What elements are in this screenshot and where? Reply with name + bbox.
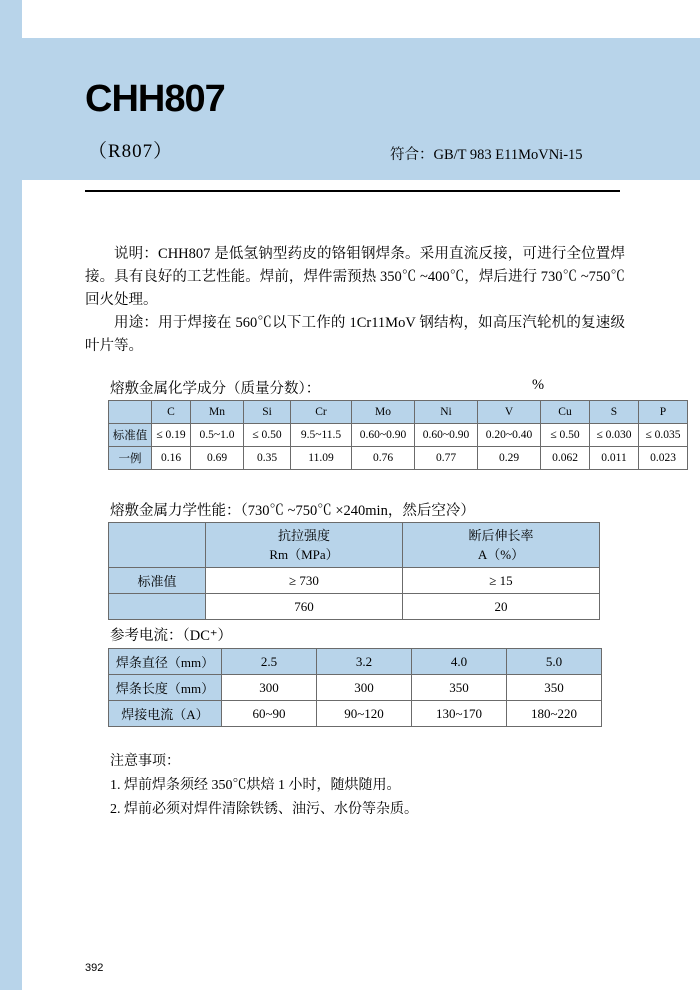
mech-header-elongation-line1: 断后伸长率 [468, 528, 534, 543]
product-code-subtitle: （R807） [88, 141, 174, 162]
table-header-row [109, 523, 600, 568]
chem-header-v: V [478, 401, 541, 424]
chem-row0-v: 0.20~0.40 [478, 424, 541, 447]
chem-row0-label: 标准值 [109, 424, 152, 447]
cur-row1-v2: 350 [412, 675, 507, 701]
mech-header-tensile [206, 523, 403, 568]
notes-item-2: 2. 焊前必须对焊件清除铁锈、油污、水份等杂质。 [110, 802, 418, 817]
mechanical-table [108, 522, 600, 620]
table-header-row [109, 401, 688, 424]
cur-row2-v1: 90~120 [317, 701, 412, 727]
chem-header-p: P [639, 401, 688, 424]
cur-row0-label: 焊条直径（mm） [109, 649, 222, 675]
chem-row0-mn: 0.5~1.0 [191, 424, 244, 447]
mech-row1-label [109, 594, 206, 620]
mech-header-tensile-line1: 抗拉强度 [277, 528, 330, 543]
intro-text-block [85, 243, 625, 358]
notes-item-1: 1. 焊前焊条须经 350℃烘焙 1 小时，随烘随用。 [110, 778, 401, 793]
table-row [109, 447, 688, 470]
mech-row0-label: 标准值 [109, 568, 206, 594]
cur-row2-v3: 180~220 [507, 701, 602, 727]
cur-row1-v3: 350 [507, 675, 602, 701]
cur-row0-v0: 2.5 [222, 649, 317, 675]
chem-row1-v: 0.29 [478, 447, 541, 470]
mech-row1-rm: 760 [206, 594, 403, 620]
chem-row1-c: 0.16 [152, 447, 191, 470]
cur-row2-label: 焊接电流（A） [109, 701, 222, 727]
notes-block [110, 750, 418, 822]
mech-row1-a: 20 [403, 594, 600, 620]
chem-row0-cu: ≤ 0.50 [541, 424, 590, 447]
chem-header-c: C [152, 401, 191, 424]
chem-row1-p: 0.023 [639, 447, 688, 470]
notes-title: 注意事项： [110, 754, 180, 769]
chem-row1-si: 0.35 [244, 447, 291, 470]
chem-header-blank [109, 401, 152, 424]
cur-row1-v0: 300 [222, 675, 317, 701]
chem-row0-p: ≤ 0.035 [639, 424, 688, 447]
chem-header-ni: Ni [415, 401, 478, 424]
chem-header-mn: Mn [191, 401, 244, 424]
page-number: 392 [85, 962, 104, 974]
chem-row0-ni: 0.60~0.90 [415, 424, 478, 447]
cur-row1-label: 焊条长度（mm） [109, 675, 222, 701]
table-row [109, 675, 602, 701]
cur-row0-v1: 3.2 [317, 649, 412, 675]
chem-row1-ni: 0.77 [415, 447, 478, 470]
chem-header-mo: Mo [352, 401, 415, 424]
table-row [109, 568, 600, 594]
chem-header-s: S [590, 401, 639, 424]
chem-row1-cu: 0.062 [541, 447, 590, 470]
table-row [109, 424, 688, 447]
cur-row0-v2: 4.0 [412, 649, 507, 675]
usage-paragraph: 用途：用于焊接在 560℃以下工作的 1Cr11MoV 钢结构，如高压汽轮机的复速级叶片等。 [85, 315, 625, 354]
page-title: CHH807 [85, 78, 225, 120]
chem-row0-cr: 9.5~11.5 [291, 424, 352, 447]
chem-row1-mn: 0.69 [191, 447, 244, 470]
chem-row0-mo: 0.60~0.90 [352, 424, 415, 447]
current-table [108, 648, 602, 727]
mech-header-elongation-line2: A（%） [477, 547, 525, 562]
chem-row1-mo: 0.76 [352, 447, 415, 470]
table-row [109, 649, 602, 675]
chemistry-caption: 熔敷金属化学成分（质量分数）： [110, 381, 321, 397]
chem-row1-cr: 11.09 [291, 447, 352, 470]
chem-header-cu: Cu [541, 401, 590, 424]
description-paragraph: 说明：CHH807 是低氢钠型药皮的铬钼钢焊条。采用直流反接，可进行全位置焊接。具有良好的工艺性能。焊前，焊件需预热 350℃ ~400℃，焊后进行 730℃ ~750℃回火处理。 [85, 246, 625, 308]
chemistry-table [108, 400, 688, 470]
chem-row1-s: 0.011 [590, 447, 639, 470]
chem-header-cr: Cr [291, 401, 352, 424]
mech-header-tensile-line2: Rm（MPa） [269, 547, 339, 562]
mech-header-blank [109, 523, 206, 568]
standard-reference: 符合：GB/T 983 E11MoVNi-15 [390, 147, 583, 163]
chem-row0-s: ≤ 0.030 [590, 424, 639, 447]
left-margin-bar [0, 0, 22, 990]
table-row [109, 701, 602, 727]
chem-row0-c: ≤ 0.19 [152, 424, 191, 447]
cur-row2-v0: 60~90 [222, 701, 317, 727]
current-caption: 参考电流：（DC⁺） [110, 628, 233, 644]
chemistry-unit: % [532, 377, 545, 393]
mech-row0-rm: ≥ 730 [206, 568, 403, 594]
mech-row0-a: ≥ 15 [403, 568, 600, 594]
header-divider [85, 190, 620, 192]
chem-row0-si: ≤ 0.50 [244, 424, 291, 447]
cur-row1-v1: 300 [317, 675, 412, 701]
cur-row0-v3: 5.0 [507, 649, 602, 675]
mech-header-elongation [403, 523, 600, 568]
table-row [109, 594, 600, 620]
mechanical-caption: 熔敷金属力学性能：（730℃ ~750℃ ×240min，然后空冷） [110, 503, 475, 519]
cur-row2-v2: 130~170 [412, 701, 507, 727]
chem-header-si: Si [244, 401, 291, 424]
chem-row1-label: 一例 [109, 447, 152, 470]
